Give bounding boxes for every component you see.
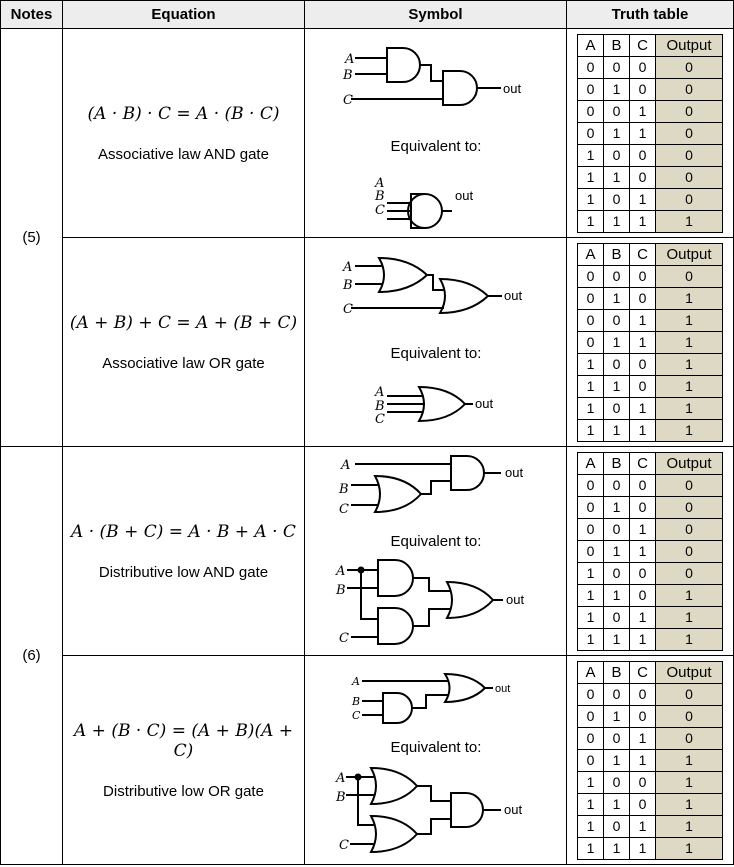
tt-a: 0	[578, 100, 604, 122]
input-a-label: A	[352, 675, 360, 688]
tt-a: 0	[578, 56, 604, 78]
equation: A + (B · C) = (A + B)(A + C)	[74, 720, 293, 761]
tt-output: 0	[656, 705, 723, 727]
tt-output: 1	[656, 397, 723, 419]
table-row	[1, 29, 734, 238]
tt-output: 1	[656, 815, 723, 837]
tt-b: 1	[604, 793, 630, 815]
tt-c: 1	[630, 518, 656, 540]
input-a-label: A	[375, 176, 385, 191]
tt-b: 0	[604, 353, 630, 375]
tt-header-b: B	[604, 452, 630, 474]
tt-c: 0	[630, 496, 656, 518]
table-row	[578, 287, 723, 309]
output-label: out	[504, 288, 523, 303]
tt-header-a: A	[578, 661, 604, 683]
tt-output: 1	[656, 287, 723, 309]
table-row	[578, 683, 723, 705]
tt-c: 1	[630, 397, 656, 419]
table-row	[578, 474, 723, 496]
tt-output: 1	[656, 309, 723, 331]
truth-table	[577, 452, 723, 651]
header-equation: Equation	[63, 1, 305, 29]
input-b-label: B	[336, 790, 346, 805]
tt-c: 0	[630, 78, 656, 100]
truth-table-cell	[567, 656, 734, 865]
table-row	[578, 705, 723, 727]
table-row	[578, 749, 723, 771]
tt-c: 1	[630, 628, 656, 650]
equation-cell	[63, 29, 305, 238]
tt-a: 1	[578, 815, 604, 837]
tt-a: 1	[578, 397, 604, 419]
truth-table	[577, 661, 723, 860]
tt-a: 0	[578, 727, 604, 749]
tt-b: 1	[604, 419, 630, 441]
tt-output: 0	[656, 562, 723, 584]
tt-c: 0	[630, 287, 656, 309]
tt-c: 1	[630, 309, 656, 331]
tt-a: 0	[578, 683, 604, 705]
table-row	[1, 238, 734, 447]
table-row	[578, 78, 723, 100]
tt-b: 0	[604, 100, 630, 122]
tt-output: 1	[656, 793, 723, 815]
tt-b: 0	[604, 562, 630, 584]
tt-a: 0	[578, 518, 604, 540]
tt-header-output: Output	[656, 243, 723, 265]
input-a-label: A	[375, 385, 385, 400]
tt-c: 0	[630, 265, 656, 287]
tt-c: 0	[630, 683, 656, 705]
input-a-label: A	[345, 52, 355, 67]
input-c-label: C	[339, 502, 349, 517]
equivalent-text: Equivalent to:	[390, 138, 482, 155]
output-label: out	[495, 683, 511, 695]
tt-output: 1	[656, 606, 723, 628]
tt-c: 1	[630, 837, 656, 859]
tt-a: 0	[578, 496, 604, 518]
output-label: out	[455, 188, 474, 203]
tt-output: 1	[656, 375, 723, 397]
table-row	[578, 210, 723, 232]
tt-output: 1	[656, 628, 723, 650]
tt-a: 1	[578, 375, 604, 397]
tt-c: 1	[630, 419, 656, 441]
tt-a: 0	[578, 540, 604, 562]
tt-output: 0	[656, 122, 723, 144]
equivalent-text: Equivalent to:	[390, 739, 482, 756]
and-associative-diagram	[305, 29, 567, 237]
tt-c: 1	[630, 188, 656, 210]
tt-b: 1	[604, 287, 630, 309]
tt-header-output: Output	[656, 661, 723, 683]
truth-table-cell	[567, 447, 734, 656]
output-label: out	[505, 465, 524, 480]
tt-b: 1	[604, 210, 630, 232]
input-b-label: B	[343, 68, 353, 83]
tt-c: 0	[630, 56, 656, 78]
tt-b: 1	[604, 122, 630, 144]
tt-a: 1	[578, 353, 604, 375]
tt-b: 0	[604, 815, 630, 837]
input-b-label: B	[343, 278, 353, 293]
input-a-label: A	[336, 564, 346, 579]
equation-cell	[63, 656, 305, 865]
table-row	[578, 144, 723, 166]
tt-a: 0	[578, 749, 604, 771]
tt-b: 1	[604, 496, 630, 518]
tt-b: 1	[604, 837, 630, 859]
table-row	[578, 540, 723, 562]
input-b-label: B	[375, 189, 385, 204]
table-row	[578, 166, 723, 188]
tt-output: 1	[656, 837, 723, 859]
table-row	[578, 375, 723, 397]
header-symbol: Symbol	[305, 1, 567, 29]
tt-b: 0	[604, 683, 630, 705]
truth-table-cell	[567, 238, 734, 447]
input-c-label: C	[339, 838, 349, 853]
or-associative-diagram	[305, 238, 567, 446]
tt-header-output: Output	[656, 452, 723, 474]
tt-c: 0	[630, 474, 656, 496]
table-row	[578, 771, 723, 793]
symbol-cell	[305, 29, 567, 238]
tt-b: 0	[604, 606, 630, 628]
tt-output: 0	[656, 56, 723, 78]
tt-a: 0	[578, 122, 604, 144]
tt-c: 1	[630, 100, 656, 122]
table-row	[578, 353, 723, 375]
table-row	[578, 562, 723, 584]
input-b-label: B	[375, 399, 385, 414]
tt-c: 1	[630, 210, 656, 232]
tt-a: 1	[578, 793, 604, 815]
tt-c: 0	[630, 584, 656, 606]
tt-c: 1	[630, 727, 656, 749]
tt-header-c: C	[630, 243, 656, 265]
tt-b: 1	[604, 375, 630, 397]
input-a-label: A	[343, 260, 353, 275]
tt-b: 1	[604, 584, 630, 606]
tt-c: 0	[630, 353, 656, 375]
tt-output: 0	[656, 166, 723, 188]
tt-a: 0	[578, 331, 604, 353]
table-row	[578, 584, 723, 606]
input-a-label: A	[336, 771, 346, 786]
tt-b: 1	[604, 540, 630, 562]
tt-output: 0	[656, 100, 723, 122]
tt-header-a: A	[578, 243, 604, 265]
tt-output: 1	[656, 584, 723, 606]
law-name: Distributive low AND gate	[98, 563, 269, 581]
input-c-label: C	[375, 412, 385, 427]
tt-c: 0	[630, 166, 656, 188]
tt-b: 1	[604, 78, 630, 100]
tt-c: 0	[630, 375, 656, 397]
tt-header-a: A	[578, 34, 604, 56]
tt-header-a: A	[578, 452, 604, 474]
tt-a: 0	[578, 474, 604, 496]
header-notes: Notes	[1, 1, 63, 29]
tt-c: 1	[630, 606, 656, 628]
tt-a: 1	[578, 419, 604, 441]
tt-c: 0	[630, 793, 656, 815]
law-name: Associative law OR gate	[102, 354, 265, 372]
tt-b: 0	[604, 727, 630, 749]
table-row	[1, 656, 734, 865]
tt-output: 0	[656, 727, 723, 749]
tt-header-b: B	[604, 243, 630, 265]
tt-output: 1	[656, 353, 723, 375]
equation: A · (B + C) = A · B + A · C	[71, 521, 296, 542]
tt-output: 1	[656, 210, 723, 232]
tt-output: 0	[656, 474, 723, 496]
tt-b: 0	[604, 771, 630, 793]
tt-header-c: C	[630, 661, 656, 683]
table-row	[578, 496, 723, 518]
tt-c: 0	[630, 144, 656, 166]
symbol-cell	[305, 656, 567, 865]
table-row	[1, 447, 734, 656]
tt-output: 1	[656, 749, 723, 771]
truth-table	[577, 34, 723, 233]
tt-output: 0	[656, 496, 723, 518]
input-c-label: C	[339, 631, 349, 646]
input-c-label: C	[343, 93, 353, 108]
table-row	[578, 188, 723, 210]
or-distributive-diagram	[305, 656, 567, 864]
tt-c: 1	[630, 815, 656, 837]
tt-a: 0	[578, 705, 604, 727]
tt-c: 0	[630, 562, 656, 584]
tt-b: 1	[604, 166, 630, 188]
table-row	[578, 419, 723, 441]
tt-b: 0	[604, 309, 630, 331]
tt-output: 1	[656, 419, 723, 441]
tt-output: 0	[656, 188, 723, 210]
and-distributive-diagram	[305, 447, 567, 655]
tt-header-output: Output	[656, 34, 723, 56]
input-b-label: B	[352, 695, 361, 708]
tt-c: 1	[630, 331, 656, 353]
output-label: out	[503, 81, 522, 96]
tt-b: 0	[604, 188, 630, 210]
table-row	[578, 331, 723, 353]
tt-b: 0	[604, 265, 630, 287]
tt-b: 0	[604, 56, 630, 78]
tt-a: 1	[578, 584, 604, 606]
table-row	[578, 56, 723, 78]
output-label: out	[506, 592, 525, 607]
table-row	[578, 122, 723, 144]
equivalent-text: Equivalent to:	[390, 533, 482, 550]
symbol-cell	[305, 447, 567, 656]
tt-a: 0	[578, 309, 604, 331]
table-row	[578, 793, 723, 815]
input-c-label: C	[343, 302, 353, 317]
input-b-label: B	[339, 482, 349, 497]
tt-a: 1	[578, 166, 604, 188]
equation-cell	[63, 447, 305, 656]
tt-a: 1	[578, 144, 604, 166]
law-name: Distributive low OR gate	[103, 782, 264, 800]
table-row	[578, 727, 723, 749]
tt-c: 1	[630, 540, 656, 562]
tt-a: 1	[578, 188, 604, 210]
output-label: out	[504, 802, 523, 817]
tt-b: 1	[604, 749, 630, 771]
tt-c: 1	[630, 122, 656, 144]
tt-a: 1	[578, 771, 604, 793]
header-row	[1, 1, 734, 29]
input-c-label: C	[352, 709, 361, 722]
tt-a: 0	[578, 78, 604, 100]
table-row	[578, 606, 723, 628]
tt-c: 0	[630, 705, 656, 727]
tt-header-c: C	[630, 34, 656, 56]
tt-output: 0	[656, 540, 723, 562]
tt-b: 1	[604, 628, 630, 650]
and-gate-icon	[383, 693, 483, 827]
tt-b: 0	[604, 144, 630, 166]
tt-a: 0	[578, 287, 604, 309]
tt-output: 0	[656, 78, 723, 100]
input-c-label: C	[375, 203, 385, 218]
tt-a: 1	[578, 210, 604, 232]
table-row	[578, 815, 723, 837]
equation: (A + B) + C = A + (B + C)	[69, 312, 298, 333]
tt-a: 1	[578, 837, 604, 859]
table-row	[578, 837, 723, 859]
tt-b: 1	[604, 705, 630, 727]
tt-output: 1	[656, 331, 723, 353]
truth-table	[577, 243, 723, 442]
law-name: Associative law AND gate	[98, 145, 269, 163]
tt-b: 0	[604, 397, 630, 419]
tt-a: 0	[578, 265, 604, 287]
header-truth-table: Truth table	[567, 1, 734, 29]
note-cell: (6)	[1, 447, 63, 865]
tt-output: 0	[656, 683, 723, 705]
tt-c: 0	[630, 771, 656, 793]
tt-header-b: B	[604, 661, 630, 683]
tt-b: 1	[604, 331, 630, 353]
tt-output: 0	[656, 518, 723, 540]
table-row	[578, 518, 723, 540]
tt-a: 1	[578, 606, 604, 628]
truth-table-cell	[567, 29, 734, 238]
table-row	[578, 309, 723, 331]
tt-output: 1	[656, 771, 723, 793]
input-b-label: B	[336, 583, 346, 598]
table-row	[578, 265, 723, 287]
note-cell: (5)	[1, 29, 63, 447]
tt-a: 1	[578, 562, 604, 584]
or-gate-icon	[371, 674, 485, 852]
tt-a: 1	[578, 628, 604, 650]
equation-cell	[63, 238, 305, 447]
tt-header-c: C	[630, 452, 656, 474]
input-a-label: A	[341, 458, 351, 473]
tt-b: 0	[604, 518, 630, 540]
tt-c: 1	[630, 749, 656, 771]
tt-header-b: B	[604, 34, 630, 56]
tt-output: 0	[656, 265, 723, 287]
table-row	[578, 100, 723, 122]
equivalent-text: Equivalent to:	[390, 345, 482, 362]
tt-b: 0	[604, 474, 630, 496]
symbol-cell	[305, 238, 567, 447]
tt-output: 0	[656, 144, 723, 166]
table-row	[578, 397, 723, 419]
output-label: out	[475, 396, 494, 411]
equation: (A · B) · C = A · (B · C)	[87, 103, 280, 124]
table-row	[578, 628, 723, 650]
